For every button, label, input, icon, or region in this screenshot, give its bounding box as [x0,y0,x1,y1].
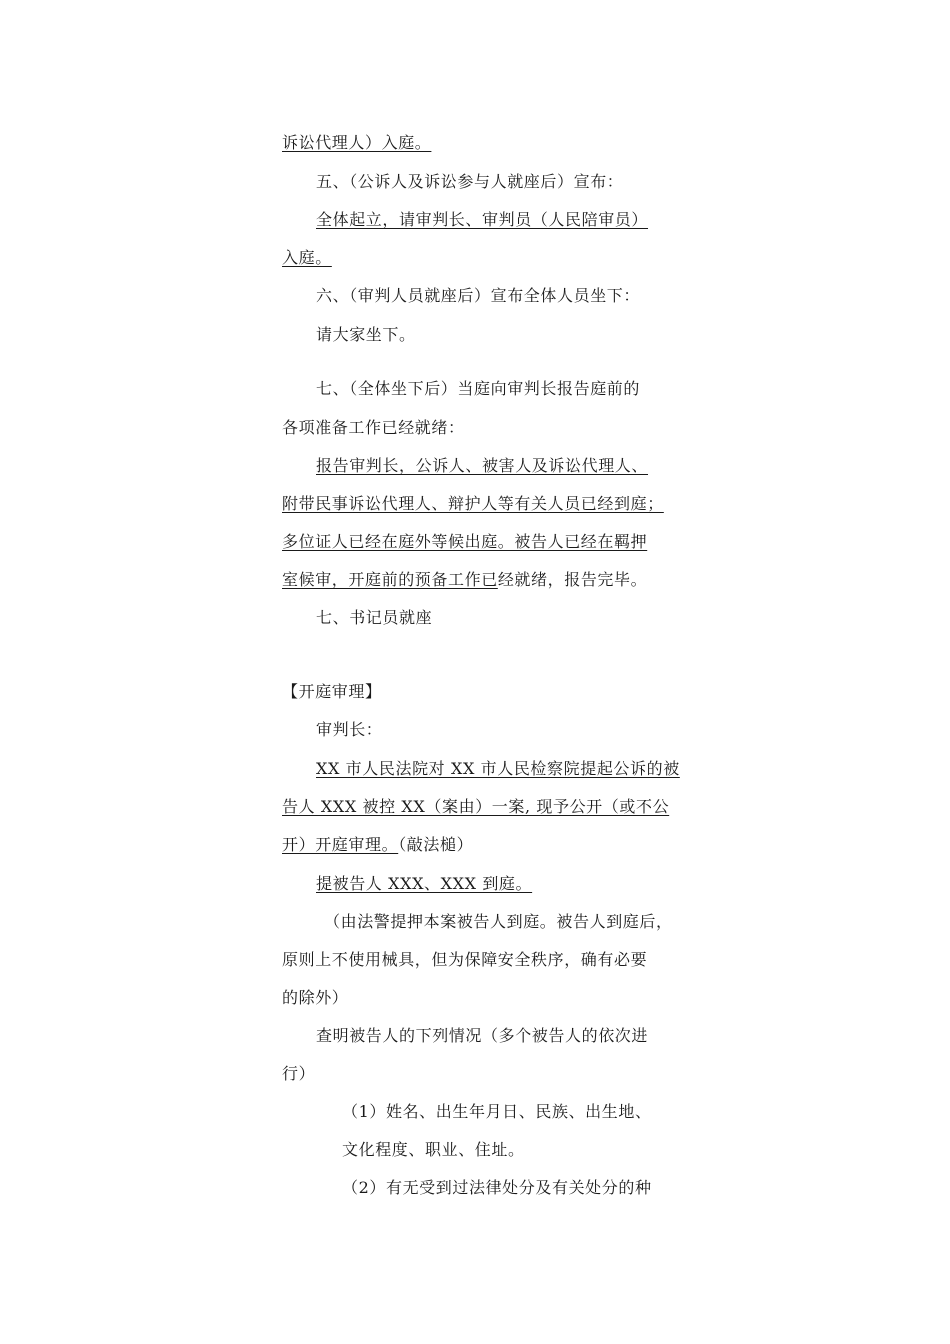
text-line [282,494,664,514]
text-line [316,759,680,779]
text-line [282,248,332,268]
text-segment: 经就绪，报告完毕。 [497,570,648,589]
underlined-text: 报告审判长，公诉人、被害人及诉讼代理人、 [316,456,649,475]
text-segment: 六、（审判人员就座后）宣布全体人员坐下： [316,286,641,305]
text-segment: 七、（全体坐下后）当庭向审判长报告庭前的 [316,379,641,398]
text-line [282,1064,315,1084]
text-line [282,797,669,817]
underlined-text: 提被告人 XXX、XXX 到庭。 [316,874,533,893]
text-line [282,988,348,1008]
text-line [316,172,623,192]
underlined-text: 告人 XXX 被控 XX（案由）一案, 现予公开（或不公 [282,797,670,816]
text-line [282,570,647,590]
section-heading [282,682,382,702]
text-line [342,1178,652,1198]
text-segment: （敲法槌） [398,835,474,854]
text-line [316,286,640,306]
underlined-text: 诉讼代理人）入庭。 [282,133,432,152]
text-segment: 七、书记员就座 [316,608,433,627]
underlined-text: 多位证人已经在庭外等候出庭。被告人已经在羁押 [282,532,648,551]
text-line [282,835,473,855]
text-segment: 原则上不使用械具，但为保障安全秩序，确有必要 [282,950,648,969]
text-line [282,532,647,552]
text-segment: 五、（公诉人及诉讼参与人就座后）宣布： [316,172,624,191]
underlined-text: 附带民事诉讼代理人、辩护人等有关人员已经到庭； [282,494,664,513]
text-segment: 【开庭审理】 [282,682,382,701]
text-line [342,1102,652,1122]
text-segment: 审判长： [316,720,383,739]
text-segment: 文化程度、职业、住址。 [342,1140,525,1159]
text-line [282,418,465,438]
text-line [316,210,648,230]
underlined-text: 室候审，开庭前的预备工作已 [282,570,498,589]
text-line [316,379,640,399]
text-line [316,456,648,476]
text-segment: （1）姓名、出生年月日、民族、出生地、 [342,1102,652,1121]
text-segment: （由法警提押本案被告人到庭。被告人到庭后， [324,912,673,931]
underlined-text: 全体起立，请审判长、审判员（人民陪审员） [316,210,649,229]
text-segment: （2）有无受到过法律处分及有关处分的种 [342,1178,652,1197]
text-line [316,1026,648,1046]
text-segment: 查明被告人的下列情况（多个被告人的依次进 [316,1026,649,1045]
text-segment: 请大家坐下。 [316,325,416,344]
text-line [316,874,532,894]
underlined-text: 入庭。 [282,248,332,267]
text-segment: 的除外） [282,988,349,1007]
underlined-text: XX 市人民法院对 XX 市人民检察院提起公诉的被 [316,759,680,778]
text-line [316,720,382,740]
text-line [282,950,647,970]
underlined-text: 开）开庭审理。 [282,835,399,854]
text-line [316,325,416,345]
text-line [282,133,431,153]
text-line [342,1140,525,1160]
text-line [316,608,432,628]
text-segment: 各项准备工作已经就绪： [282,418,465,437]
text-segment: 行） [282,1064,316,1083]
text-line [324,912,673,932]
